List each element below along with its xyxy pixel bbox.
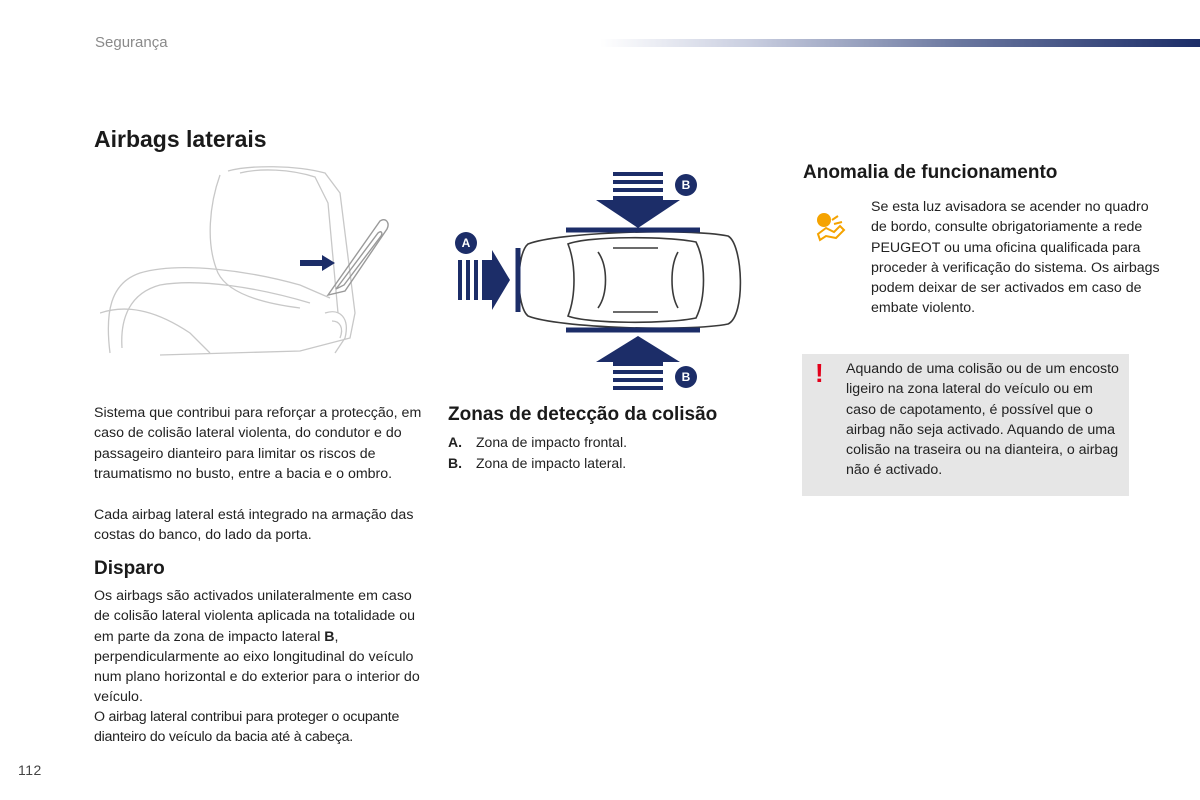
intro-paragraph-2: Cada airbag lateral está integrado na armação das costas do banco, do lado da porta. (94, 507, 414, 544)
section-label: Segurança (95, 34, 168, 51)
disparo-paragraph-1: Os airbags são activados unilateralmente em caso de colisão lateral violenta aplicada na totalidade ou em parte da zona de impacto lateral B, perpendicularmente ao eixo longitudinal do veículo num plano horizontal e do exterior para o interior do veículo. (94, 588, 420, 706)
label-a: A (461, 236, 471, 250)
label-b-bottom: B (681, 370, 691, 384)
anomalia-text: Se esta luz avisadora se acender no quadro de bordo, consulte obrigatoriamente a rede PEUGEOT ou uma oficina qualificada para proceder à verificação do sistema. Os airbags podem deixar de ser activados em caso de embate violento. (871, 199, 1160, 317)
disparo-paragraph-2: O airbag lateral contribui para proteger o ocupante dianteiro do veículo da bacia até à cabeça. (94, 709, 400, 746)
collision-zones-diagram (448, 166, 758, 396)
disparo-heading: Disparo (94, 558, 165, 579)
list-item: B. Zona de impacto lateral. (448, 455, 627, 471)
intro-paragraph-1: Sistema que contribui para reforçar a protecção, em caso de colisão lateral violenta, do condutor e do passageiro dianteiro para limitar os riscos de traumatismo no busto, entre a bacia e o ombro. (94, 405, 422, 482)
list-item: A. Zona de impacto frontal. (448, 434, 627, 450)
zonas-heading: Zonas de detecção da colisão (448, 404, 718, 425)
zonas-list (448, 432, 768, 474)
header-gradient-bar (600, 39, 1200, 47)
page-title: Airbags laterais (94, 126, 267, 152)
label-b-top: B (681, 178, 691, 192)
seat-illustration (100, 163, 405, 358)
anomalia-heading: Anomalia de funcionamento (803, 162, 1058, 183)
airbag-warning-light-icon (812, 210, 848, 242)
page-number: 112 (18, 762, 42, 778)
warning-text: Aquando de uma colisão ou de um encosto ligeiro na zona lateral do veículo ou em caso de capotamento, é possível que o airbag não seja activado. Aquando de uma colisão na traseira ou na dianteira, o airbag não é activado. (846, 361, 1119, 479)
warning-icon: ! (815, 358, 824, 388)
